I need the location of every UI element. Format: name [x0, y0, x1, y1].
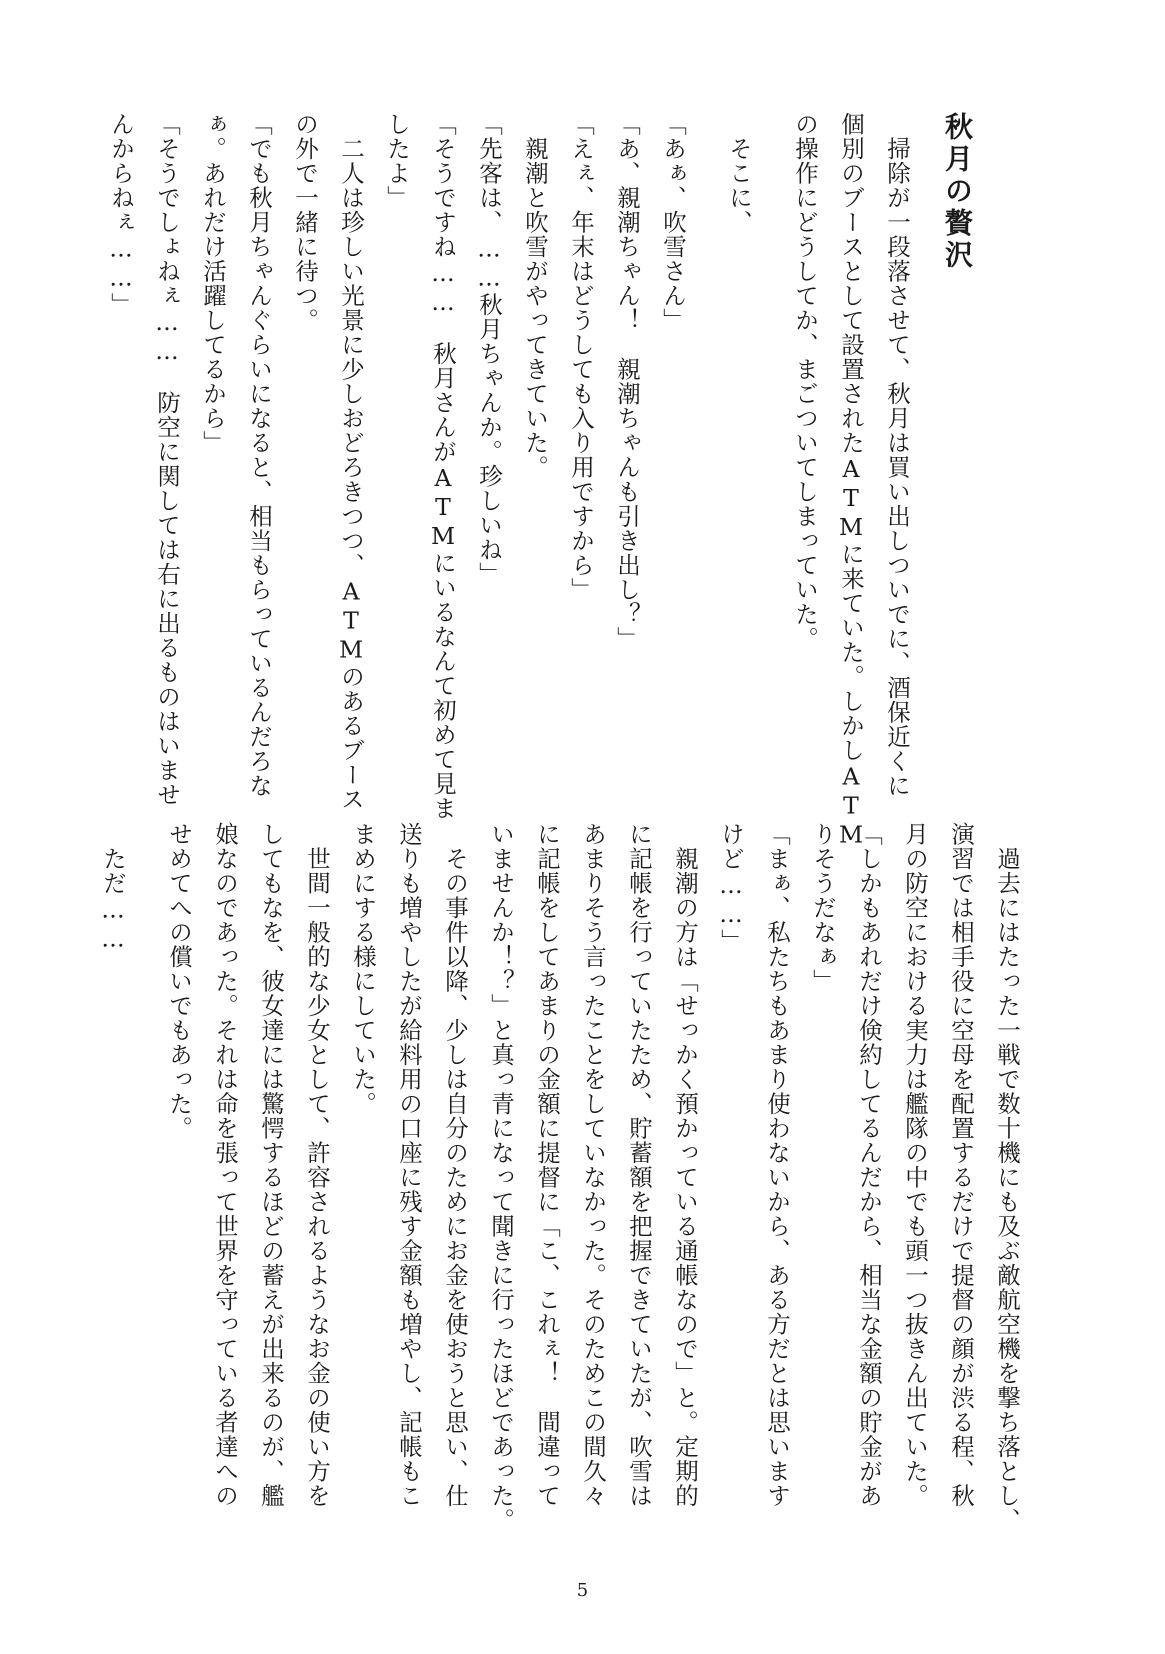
text-line: あまりそう言ったことをしていなかった。そのためこの間久々 [579, 822, 607, 1508]
page-number: 5 [576, 1580, 589, 1601]
text-line: 「でも秋月ちゃんぐらいになると、相当もらっているんだろな [245, 112, 273, 798]
text-line: 親潮の方は「せっかく預かっている通帳なので」と。定期的 [671, 822, 699, 1508]
text-line: の操作にどうしてか、まごついてしまっていた。 [791, 112, 819, 651]
text-line: 「まぁ、私たちもあまり使わないから、ある方だとは思います [763, 822, 791, 1508]
text-line: 過去にはたった一戦で数十機にも及ぶ敵航空機を撃ち落とし、 [993, 822, 1021, 1533]
upper-text-block [107, 112, 980, 850]
text-line: したよ」 [383, 112, 411, 210]
text-line: 月の防空における実力は艦隊の中でも頭一つ抜きん出ていた。 [901, 822, 929, 1508]
text-line: 「しかもあれだけ倹約してるんだから、相当な金額の貯金があ [855, 822, 883, 1508]
text-line: の外で一緒に待つ。 [291, 112, 319, 333]
text-line: りそうだなぁ」 [809, 822, 837, 994]
text-line: んからねぇ……」 [107, 112, 135, 317]
text-line: 「あ、親潮ちゃん！ 親潮ちゃんも引き出し？」 [613, 112, 641, 651]
text-line: いませんか！？」と真っ青になって聞きに行ったほどであった。 [487, 822, 515, 1533]
text-line: に記帳を行っていたため、貯蓄額を把握できていたが、吹雪は [625, 822, 653, 1508]
text-line: その事件以降、少しは自分のためにお金を使おうと思い、仕 [441, 822, 469, 1508]
text-line: 「えぇ、年末はどうしても入り用ですから」 [567, 112, 595, 602]
text-line: 個別のブースとして設置されたATMに来ていた。しかしATM [837, 112, 865, 850]
chapter-title: 秋月の贅沢 [941, 112, 974, 272]
text-line: 「そうでしょねぇ…… 防空に関しては右に出るものはいませ [153, 112, 181, 807]
text-line: 「そうですね…… 秋月さんがATMにいるなんて初めて見ま [429, 112, 457, 821]
text-line: 世間一般的な少女として、許容されるようなお金の使い方を [303, 822, 331, 1508]
text-line: 演習では相手役に空母を配置するだけで提督の顔が渋る程、秋 [947, 822, 975, 1508]
text-line: 親潮と吹雪がやってきていた。 [521, 112, 549, 480]
text-line: 「先客は、……秋月ちゃんか。珍しいね」 [475, 112, 503, 587]
text-line: してもなを、彼女達には驚愕するほどの蓄えが出来るのが、艦 [257, 822, 285, 1508]
lower-text-block [99, 822, 1030, 1533]
text-line: 掃除が一段落させて、秋月は買い出しついでに、酒保近くに [883, 112, 911, 798]
text-line: 「あぁ、吹雪さん」 [659, 112, 687, 333]
text-line: ただ…… [99, 822, 127, 954]
text-line: けど……」 [717, 822, 745, 954]
text-line: せめてへの償いでもあった。 [165, 822, 193, 1141]
text-line: に記帳をしてあまりの金額に提督に「こ、これぇ！ 間違って [533, 822, 561, 1508]
text-line: まめにする様にしていた。 [349, 822, 377, 1116]
text-line: 二人は珍しい光景に少しおどろきつつ、ATMのあるブース [337, 112, 365, 812]
text-line: ぁ。あれだけ活躍してるから」 [199, 112, 227, 455]
text-line: 送りも増やしたが給料用の口座に残す金額も増やし、記帳もこ [395, 822, 423, 1508]
text-line: そこに、 [725, 112, 753, 235]
text-line: 娘なのであった。それは命を張って世界を守っている者達への [211, 822, 239, 1508]
